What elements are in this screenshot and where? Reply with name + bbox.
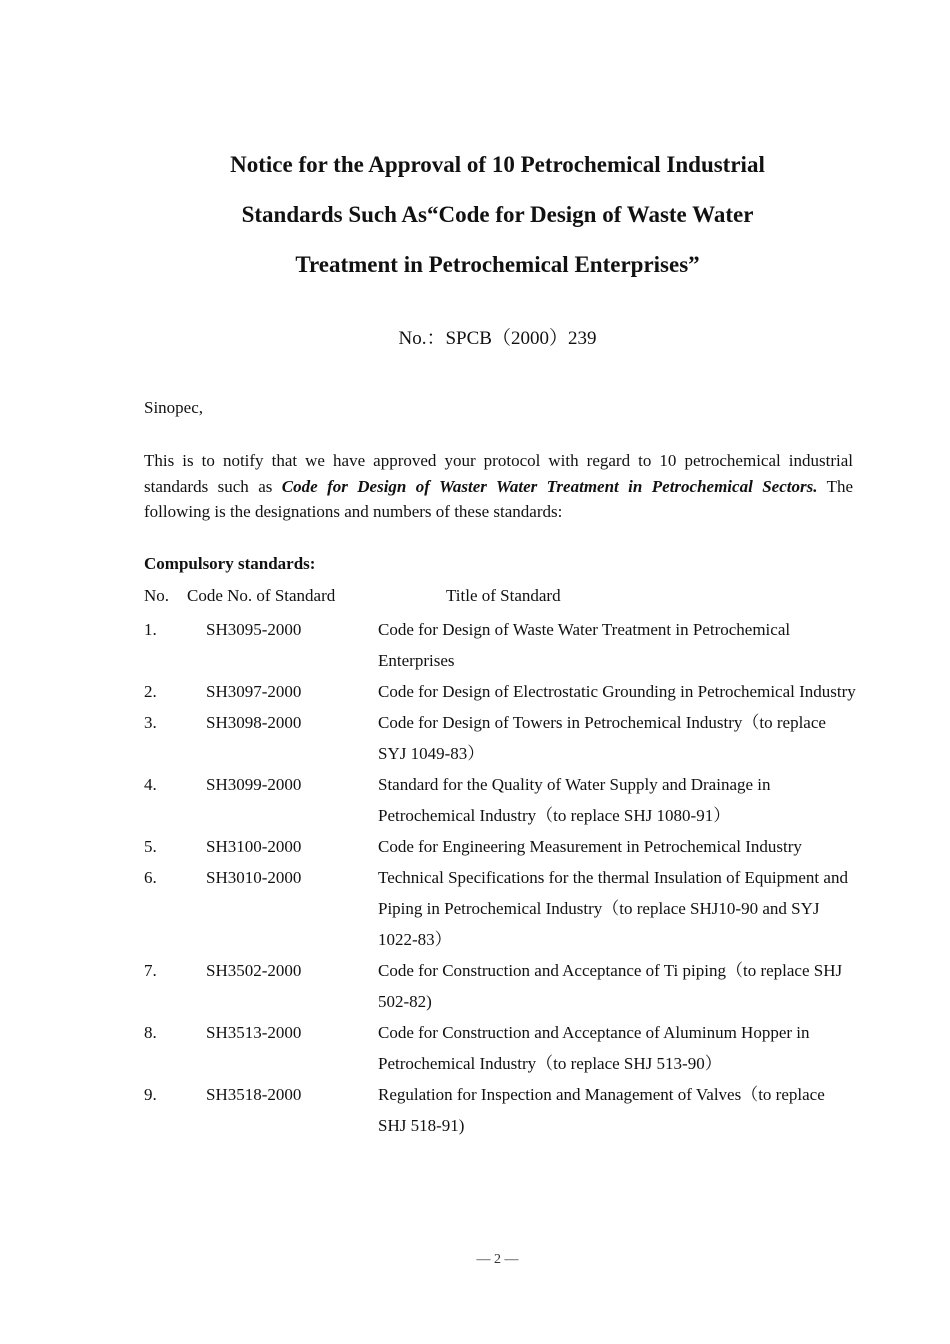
standard-no: 8. [144,1023,157,1042]
standard-row [0,707,950,769]
standard-code: SH3097-2000 [206,682,302,701]
standard-code: SH3099-2000 [206,775,302,794]
intro-text-tail: The following is the designations and numbers of these standards: [144,476,854,521]
standard-no: 6. [144,868,157,887]
standard-no: 4. [144,775,157,794]
title-line: Standards Such As“Code for Design of Waste Water [241,202,754,227]
standard-code: SH3098-2000 [206,713,302,732]
standard-row [0,769,950,831]
standard-title: Technical Specifications for the thermal Insulation of Equipment and Piping in Petrochemical Industry（to replace SHJ10-90 and SYJ 1022-83） [378,868,848,949]
standard-row [0,1017,950,1079]
section-heading: Compulsory standards: [144,554,316,573]
standards-table-header [0,584,950,608]
standard-row [0,676,950,707]
salutation: Sinopec, [144,398,204,417]
standard-no: 1. [144,620,157,639]
standard-no: 3. [144,713,157,732]
title-line: Treatment in Petrochemical Enterprises” [295,252,700,277]
intro-paragraph [144,448,853,525]
standard-code: SH3518-2000 [206,1085,302,1104]
standard-title: Code for Construction and Acceptance of Ti piping（to replace SHJ 502-82) [378,961,843,1011]
standard-title: Regulation for Inspection and Management of Valves（to replace SHJ 518-91) [378,1085,825,1135]
standard-code: SH3513-2000 [206,1023,302,1042]
page-number: — 2 — [476,1252,519,1267]
standard-title: Code for Design of Towers in Petrochemical Industry（to replace SYJ 1049-83） [378,713,826,763]
standard-row [0,955,950,1017]
standard-code: SH3100-2000 [206,837,302,856]
standard-title: Code for Design of Electrostatic Grounding in Petrochemical Industry [378,682,856,701]
title-line: Notice for the Approval of 10 Petrochemical Industrial [230,152,765,177]
standard-code: SH3095-2000 [206,620,302,639]
header-code: Code No. of Standard [187,586,336,605]
header-title: Title of Standard [446,586,561,605]
standard-no: 9. [144,1085,157,1104]
standard-title: Code for Design of Waste Water Treatment in Petrochemical Enterprises [378,620,791,670]
standard-no: 5. [144,837,157,856]
intro-emphasis: Code for Design of Waster Water Treatment in Petrochemical Sectors. [281,476,818,496]
standard-title: Code for Engineering Measurement in Petrochemical Industry [378,837,802,856]
standard-no: 7. [144,961,157,980]
document-number: No.：SPCB（2000）239 [398,328,597,349]
standards-list [0,614,950,1141]
intro-text: This is to notify that we have approved your protocol with regard to 10 petrochemical industrial standards such as [144,451,853,496]
standard-code: SH3010-2000 [206,868,302,887]
standard-row [0,1079,950,1141]
standard-title: Standard for the Quality of Water Supply and Drainage in Petrochemical Industry（to replace SHJ 1080-91） [378,775,771,825]
standard-no: 2. [144,682,157,701]
notice-title [120,140,875,290]
standard-code: SH3502-2000 [206,961,302,980]
standard-title: Code for Construction and Acceptance of Aluminum Hopper in Petrochemical Industry（to replace SHJ 513-90） [378,1023,810,1073]
header-no: No. [144,586,170,605]
standard-row [0,862,950,955]
standard-row [0,614,950,676]
standard-row [0,831,950,862]
